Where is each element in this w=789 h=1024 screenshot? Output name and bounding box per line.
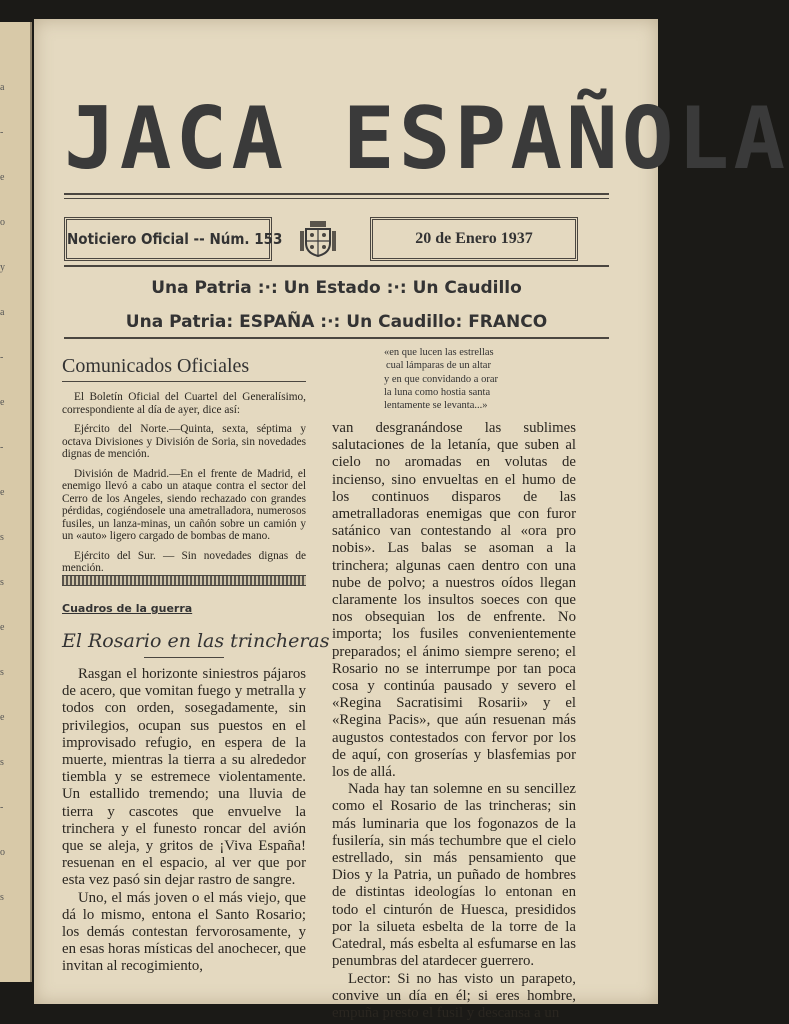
comunicados-heading-underline [62,381,306,382]
comunicados-paragraph: El Boletín Oficial del Cuartel del Generalísimo, correspondiente al día de ayer, dice así: [62,391,306,416]
comunicados-heading: Comunicados Oficiales [62,355,250,377]
article-paragraph: Lector: Si no has visto un parapeto, convive un día en él; si eres hombre, empuña presto el fusil y descansa a un [332,970,576,1021]
prev-page-fragment: - [0,352,4,363]
poem-line: cual lámparas de un altar [386,360,491,372]
prev-page-fragment: e [0,487,5,498]
masthead-title: JACA ESPAÑOLA [64,89,789,189]
prev-page-fragment: s [0,577,4,588]
ornamental-divider [62,575,306,586]
comunicados-paragraph: División de Madrid.—En el frente de Madrid, el enemigo llevó a cabo un ataque contra el sector del Cerro de los Angeles, siendo rechazado con grandes pérdidas, cogiéndosele una ametralladora, numerosos fusiles, un lanza-minas, un cañón sobre un camión y un «auto» ligero cargado de bombas de mano. [62,467,306,542]
poem-line: y en que convidando a orar [384,373,498,385]
comunicados-paragraph: Ejército del Norte.—Quinta, sexta, séptima y octava Divisiones y División de Soria, sin novedades dignas de mención. [62,423,306,460]
article-paragraph: Nada hay tan solemne en su sencillez como el Rosario de las trincheras; sin más luminaria que los fogonazos de la fusilería, sin más techumbre que el cielo estrellado, sin más pensamiento que Dios y la Patria, un puñado de hombres de distintas ideologías lo entonan en todo el cinturón de Huesca, presididos por la silueta esbelta de la torre de la Catedral, más esbelta al esfumarse en las penumbras del atardecer guerrero. [332,781,576,970]
motto-line-1: Una Patria :·: Un Estado :·: Un Caudillo [151,278,522,298]
prev-page-fragment: o [0,217,5,228]
masthead-rule-top [64,193,609,195]
comunicados-paragraph: Ejército del Sur. — Sin novedades dignas de mención. [62,549,306,574]
prev-page-fragment: - [0,127,4,138]
masthead-rule-bottom [64,198,609,199]
article-paragraph: van desgranándose las sublimes salutaciones de la letanía, que suben al cielo no aromadas en volutas de incienso, sino envueltas en el humo de los continuos disparos de las ametralladoras enemigas que con furor satánico van contestando al «ora pro nobis». Las balas se asoman a la trinchera; algunas caen dentro con una nube de polvo; a nuestros oídos llegan claramente los insultos soeces con que nos obsequian los de enfrente. No importa; los fusiles convenientemente preparados; el ánimo siempre sereno; el Rosario no se interrumpe por tan poca cosa y continúa pausado y severo el «Regina Sacratisimi Rosarii» y el «Regina Pacis», que aún resuenan más augustos contestados con fervor por los de aquí, con groserías y blasfemias por los de allá. [332,420,576,781]
prev-page-fragment: e [0,712,5,723]
prev-page-fragment: s [0,892,4,903]
article-column-2 [332,420,576,1021]
prev-page-fragment: e [0,397,5,408]
prev-page-fragment: a [0,82,5,93]
prev-page-fragment: s [0,667,4,678]
prev-page-fragment: s [0,532,4,543]
motto-line-2: Una Patria: ESPAÑA :·: Un Caudillo: FRANCO [125,312,548,332]
poem-quote [384,346,498,412]
coat-of-arms-icon [297,217,339,259]
poem-line: «en que lucen las estrellas [384,347,494,358]
article-title-underline [144,657,224,658]
prev-page-fragment: o [0,847,5,858]
prev-page-fragment: s [0,757,4,768]
issue-number-box: Noticiero Oficial -- Núm. 153 [64,217,272,261]
prev-page-fragment: e [0,172,5,183]
article-paragraph: Rasgan el horizonte siniestros pájaros de acero, que vomitan fuego y metralla y todos con orden, sosegadamente, sin privilegios, ocupan sus puestos en el improvisado refugio, en espera de la muerte, mientras la tierra a su alrededor tiembla y se estremece violentamente. Un estallido tremendo; una lluvia de tierra y cascotes que envuelve la trinchera y el funesto roncar del avión que se aleja, y gritos de ¡Viva España! resuenan en el espacio, al ver que por esta vez pasó sin dejar rastro de sangre. [62,666,306,889]
prev-page-fragment: y [0,262,5,273]
section-label: Cuadros de la guerra [62,602,193,615]
motto-rule [64,337,609,339]
previous-page-edge [0,22,32,982]
poem-line: la luna como hostia santa [384,386,491,398]
prev-page-fragment: - [0,802,4,813]
article-title: El Rosario en las trincheras [62,630,330,652]
prev-page-fragment: e [0,622,5,633]
prev-page-fragment: - [0,442,4,453]
prev-page-fragment: a [0,307,5,318]
article-paragraph: Uno, el más joven o el más viejo, que dá lo mismo, entona el Santo Rosario; los demás contestan fervorosamente, y en esas horas místicas del anochecer, que invitan al recogimiento, [62,889,306,975]
newspaper-page [34,19,789,1021]
article-column-1 [62,666,306,975]
date-box: 20 de Enero 1937 [370,217,578,261]
poem-line: lentamente se levanta...» [384,400,488,412]
header-rule [64,265,609,267]
comunicados-body [62,391,306,582]
